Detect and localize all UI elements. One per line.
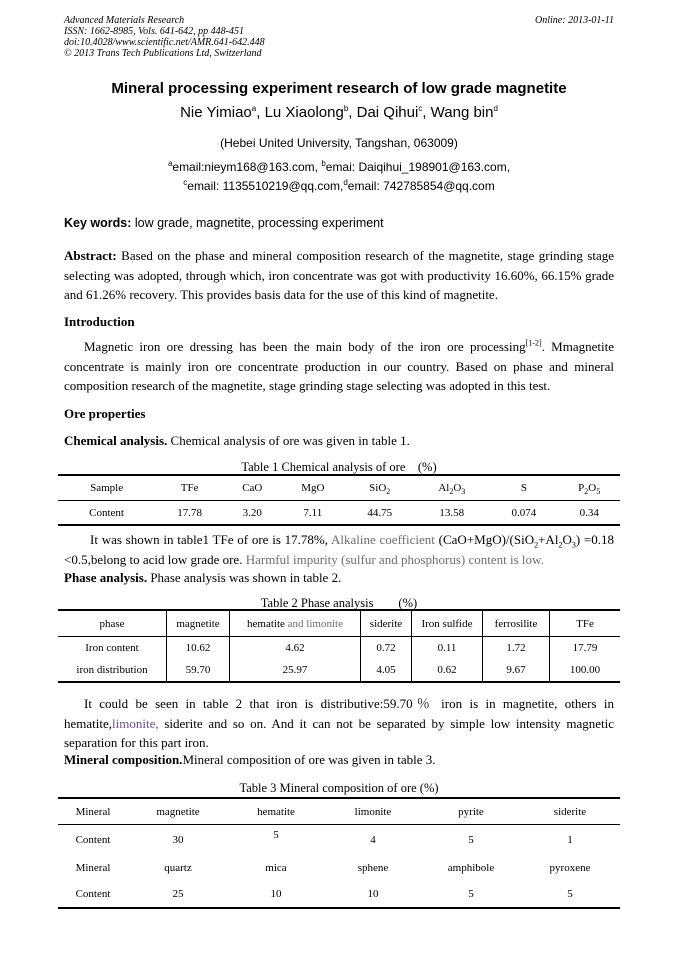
table-cell: 13.58 — [439, 506, 465, 519]
table-row — [58, 501, 620, 526]
chemical-analysis-intro — [64, 431, 614, 451]
introduction-text — [64, 337, 614, 396]
table-cell: 0.11 — [412, 637, 483, 660]
text-run: +Al — [538, 532, 559, 547]
author-sup: c — [418, 104, 423, 113]
table1-chemical-analysis — [58, 474, 620, 526]
table2-caption: Table 2 Phase analysis (%) — [260, 596, 418, 610]
table-cell: 1 — [567, 834, 573, 846]
table-cell: Iron content — [85, 642, 139, 654]
header-sub: 5 — [596, 487, 601, 497]
header-text: P — [578, 482, 585, 494]
author-sup: a — [251, 104, 257, 113]
text-run: siderite and so on. And it can not be separated by simple low intensity magnetic separation for this part iron. — [64, 715, 614, 750]
table-cell: 10 — [270, 888, 282, 900]
table-cell: 9.67 — [483, 659, 550, 682]
table-cell: Content — [75, 834, 111, 846]
table-cell: magnetite — [128, 798, 228, 825]
text-run: It could be seen in table 2 that iron is distributive:59.70％ iron is in magnetite, others in hematite, — [64, 696, 614, 731]
table-cell: iron distribution — [76, 664, 148, 676]
header-text: O — [588, 482, 597, 494]
table-header: TFe — [550, 610, 621, 637]
table-cell: siderite — [520, 798, 620, 825]
table-cell: mica — [265, 862, 287, 874]
table-cell: 100.00 — [550, 659, 621, 682]
table3-caption: Table 3 Mineral composition of ore (%) — [239, 781, 439, 795]
sub: 2 — [534, 540, 539, 550]
email-d[interactable]: email: 742785854@qq.com — [347, 179, 495, 193]
author-list — [0, 104, 678, 121]
table-row — [58, 855, 620, 881]
table1-caption: Table 1 Chemical analysis of ore (%) — [241, 460, 437, 474]
table-header — [414, 475, 489, 501]
table-header: MgO — [280, 475, 345, 501]
table-cell: quartz — [164, 862, 192, 874]
author-name: Dai Qihui — [356, 104, 419, 121]
table-row — [58, 881, 620, 908]
table-cell: 17.78 — [177, 506, 203, 519]
header-sub: 2 — [386, 487, 391, 497]
author-sep: , — [422, 104, 431, 121]
table-cell: 4 — [370, 834, 376, 846]
journal-meta — [64, 15, 265, 59]
mineral-composition-intro — [64, 750, 614, 770]
intro-text-1: Magnetic iron ore dressing has been the main body of the iron ore processing — [84, 339, 526, 354]
table-cell: Mineral — [75, 862, 111, 874]
table-header: phase — [58, 610, 167, 637]
table-row — [58, 659, 620, 682]
table-cell: 7.11 — [303, 506, 323, 519]
table-cell: Mineral — [58, 798, 128, 825]
header-text: Al — [438, 482, 450, 494]
table-cell: 0.72 — [361, 637, 412, 660]
email-sup: c — [183, 178, 188, 187]
table-header — [558, 475, 620, 501]
phase-text: Phase analysis was shown in table 2. — [147, 570, 342, 585]
text-run: (CaO+MgO)/(SiO — [434, 532, 535, 547]
table2-phase-analysis — [58, 609, 620, 683]
table-cell: amphibole — [447, 862, 495, 874]
table-cell: 3.20 — [242, 506, 262, 519]
email-sup: b — [321, 159, 326, 168]
table3-mineral-composition — [58, 797, 620, 909]
header-text: and limonite — [284, 617, 343, 630]
table-header-row — [58, 475, 620, 501]
keywords — [64, 216, 384, 230]
table-cell: 25 — [172, 888, 184, 900]
table-cell: 10 — [367, 888, 379, 900]
header-sub: 3 — [461, 487, 466, 497]
table-cell: 4.05 — [361, 659, 412, 682]
header-text: SiO — [369, 482, 387, 494]
table-cell: 0.074 — [511, 506, 537, 519]
copyright: © 2013 Trans Tech Publications Ltd, Switzerland — [64, 48, 262, 59]
table-row — [58, 825, 620, 856]
table2-discussion — [64, 694, 614, 753]
online-date: Online: 2013-01-11 — [535, 15, 614, 26]
table-cell: 5 — [567, 888, 573, 900]
author-name: Nie Yimiao — [180, 104, 252, 121]
header-sub: 2 — [584, 487, 589, 497]
text-run: O — [562, 532, 572, 547]
email-c[interactable]: email: 1135510219@qq.com, — [187, 179, 344, 193]
table-cell: 44.75 — [367, 506, 393, 519]
sub: 2 — [558, 540, 563, 550]
affiliation: (Hebei United University, Tangshan, 063009) — [220, 136, 458, 150]
abstract-label: Abstract: — [64, 248, 117, 263]
text-run: ) =0.18 <0.5,belong to acid low grade ore. — [64, 532, 614, 567]
table-cell: 5 — [273, 829, 279, 841]
table-cell: Content — [75, 888, 111, 900]
intro-text-2: . Mmagnetite concentrate is mainly iron ore concentrate production in our country. Based on phase and mineral composition research of the magnetite, stage grinding stage selecting was adopted in this test. — [64, 339, 614, 393]
table-cell: 0.62 — [412, 659, 483, 682]
table-cell: 0.34 — [579, 506, 599, 519]
table-header-row — [58, 610, 620, 637]
table-cell: Content — [89, 506, 124, 519]
author-name: Lu Xiaolong — [264, 104, 344, 121]
citation[interactable]: [1-2] — [525, 338, 542, 348]
table-row — [58, 637, 620, 660]
email-sup: d — [343, 178, 348, 187]
table-cell: pyroxene — [549, 862, 591, 874]
table-cell: limonite — [324, 798, 422, 825]
table-header: siderite — [361, 610, 412, 637]
table-header: Sample — [58, 475, 155, 501]
table-cell: pyrite — [422, 798, 520, 825]
section-heading-introduction: Introduction — [64, 314, 135, 329]
journal-name: Advanced Materials Research — [64, 15, 185, 26]
table-header-row — [58, 798, 620, 825]
table-header — [345, 475, 414, 501]
keywords-text: low grade, magnetite, processing experiment — [131, 216, 384, 230]
table-cell: 10.62 — [167, 637, 230, 660]
email-block — [0, 158, 678, 196]
header-text: O — [453, 482, 462, 494]
paper-title: Mineral processing experiment research of low grade magnetite — [111, 80, 567, 97]
section-heading-ore-properties: Ore properties — [64, 406, 146, 421]
table-cell: 1.72 — [483, 637, 550, 660]
keywords-label: Key words: — [64, 216, 132, 230]
table-header: Iron sulfide — [412, 610, 483, 637]
table-cell: 25.97 — [230, 659, 361, 682]
doi: doi:10.4028/www.scientific.net/AMR.641-642.448 — [64, 37, 265, 48]
phase-analysis-intro — [64, 568, 614, 588]
table-cell: 30 — [172, 834, 184, 846]
table-header: CaO — [224, 475, 280, 501]
table-cell: sphene — [357, 862, 389, 874]
table-header: TFe — [155, 475, 224, 501]
table-cell: 5 — [468, 834, 474, 846]
table-cell: 4.62 — [230, 637, 361, 660]
author-sep: , — [256, 104, 265, 121]
sub: 3 — [571, 540, 576, 550]
author-sep: , — [348, 104, 357, 121]
email-sup: a — [167, 159, 173, 168]
table-header: S — [489, 475, 558, 501]
table-header — [230, 610, 361, 637]
issn: ISSN: 1662-8985, Vols. 641-642, pp 448-451 — [64, 26, 244, 37]
mineral-text: Mineral composition of ore was given in table 3. — [182, 752, 436, 767]
header-text: hematite — [247, 617, 285, 630]
author-sup: b — [343, 104, 349, 113]
abstract-text: Based on the phase and mineral composition research of the magnetite, stage grinding stage selecting was adopted, through which, iron concentrate was got with productivity 16.60%, 66.15% grade and 61.26% recovery. This provides basis data for the use of this kind of magnetite. — [64, 248, 614, 302]
table-cell: 17.79 — [550, 637, 621, 660]
text-run: It was shown in table1 TFe of ore is 17.78%, — [90, 532, 332, 547]
table-cell: 5 — [468, 888, 474, 900]
email-b[interactable]: emai: Daiqihui_198901@163.com, — [325, 160, 511, 174]
author-sup: d — [493, 104, 498, 113]
chemical-label: Chemical analysis. — [64, 433, 168, 448]
phase-label: Phase analysis. — [64, 570, 148, 585]
email-a[interactable]: email:nieym168@163.com, — [172, 160, 322, 174]
mineral-label: Mineral composition. — [64, 752, 183, 767]
text-run: Alkaline coefficient — [331, 532, 435, 547]
table-header: magnetite — [167, 610, 230, 637]
abstract — [64, 246, 614, 305]
table-cell: 59.70 — [167, 659, 230, 682]
text-run: limonite, — [112, 715, 159, 731]
table-header: ferrosilite — [483, 610, 550, 637]
author-name: Wang bin — [430, 104, 494, 121]
table-cell: hematite — [228, 798, 324, 825]
header-sub: 2 — [449, 487, 454, 497]
table1-discussion — [64, 530, 614, 569]
text-run: Harmful impurity (sulfur and phosphorus) content is low. — [245, 551, 544, 567]
chemical-text: Chemical analysis of ore was given in table 1. — [167, 433, 410, 448]
